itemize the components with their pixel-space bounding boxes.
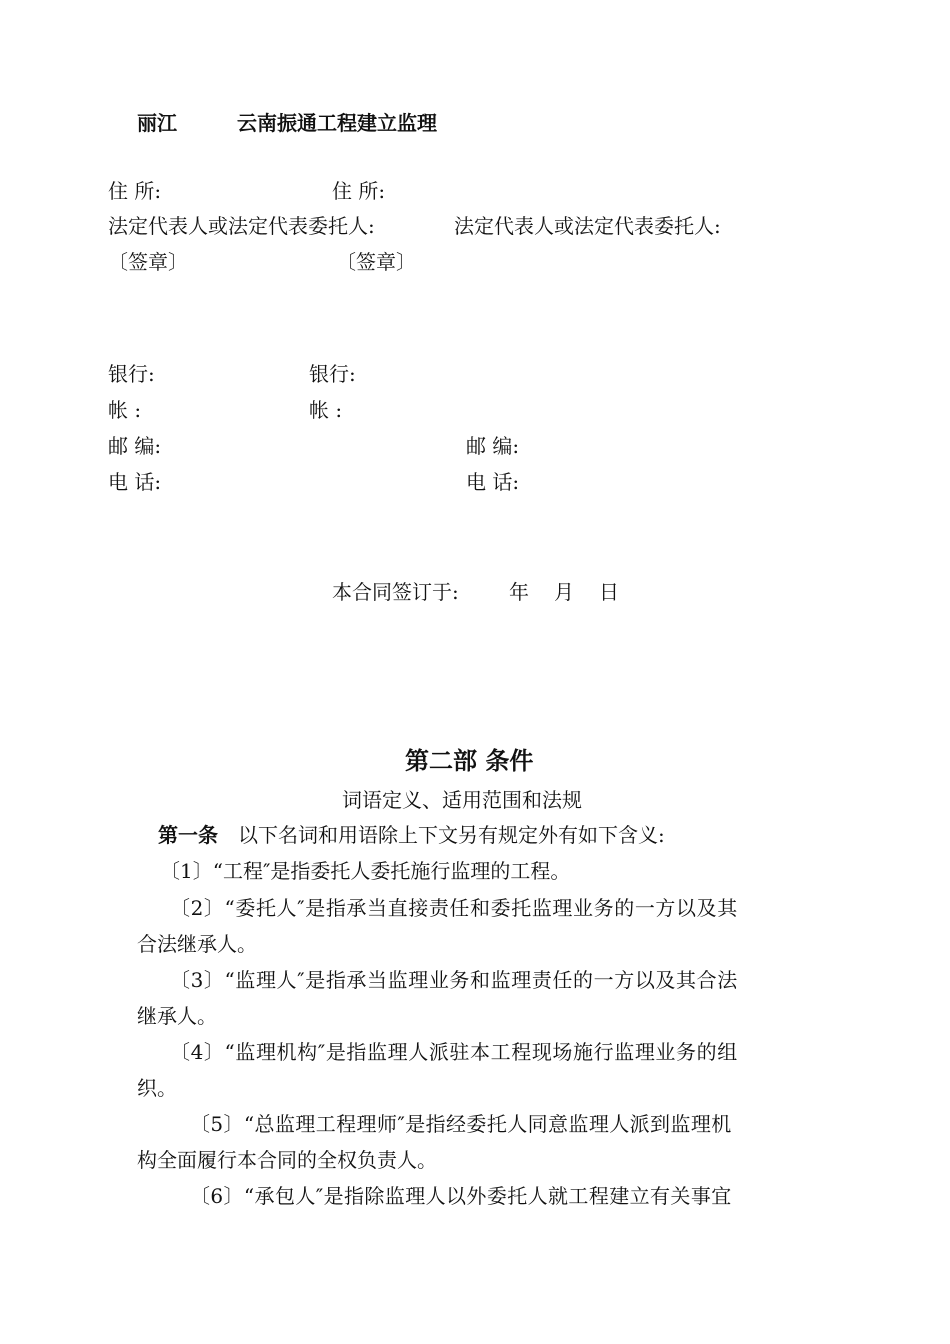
signing-date-month: 月 — [554, 580, 574, 604]
party-b-name: 云南振通工程建立监理 — [237, 111, 437, 135]
signing-date-year: 年 — [509, 580, 529, 604]
rep-left: 法定代表人或法定代表委托人: — [108, 214, 375, 238]
section-subtitle: 词语定义、适用范围和法规 — [342, 788, 582, 812]
party-a-name: 丽江 — [137, 111, 177, 135]
bank-right: 银行: — [309, 362, 356, 386]
article1-text: 以下名词和用语除上下文另有规定外有如下含义: — [238, 823, 665, 847]
address-right: 住 所: — [332, 179, 386, 203]
item-line: 织。 — [137, 1076, 177, 1100]
address-left: 住 所: — [108, 179, 162, 203]
seal-left: 〔签章〕 — [108, 250, 188, 274]
item-line: 合法继承人。 — [137, 932, 257, 956]
account-right: 帐 : — [309, 398, 343, 422]
postcode-right: 邮 编: — [466, 434, 520, 458]
item-line: 〔2〕“委托人″是指承当直接责任和委托监理业务的一方以及其 — [170, 896, 738, 920]
account-left: 帐 : — [108, 398, 142, 422]
postcode-left: 邮 编: — [108, 434, 162, 458]
phone-right: 电 话: — [466, 470, 520, 494]
item-line: 〔5〕“总监理工程理师″是指经委托人同意监理人派到监理机 — [190, 1112, 732, 1136]
section-title: 第二部 条件 — [405, 746, 534, 775]
bank-left: 银行: — [108, 362, 155, 386]
item-line: 继承人。 — [137, 1004, 217, 1028]
phone-left: 电 话: — [108, 470, 162, 494]
seal-right: 〔签章〕 — [336, 250, 416, 274]
article1-label: 第一条 — [158, 823, 218, 847]
item-line: 构全面履行本合同的全权负责人。 — [137, 1148, 437, 1172]
item-line: 〔6〕“承包人″是指除监理人以外委托人就工程建立有关事宜 — [190, 1184, 732, 1208]
rep-right: 法定代表人或法定代表委托人: — [454, 214, 721, 238]
item-line: 〔3〕“监理人″是指承当监理业务和监理责任的一方以及其合法 — [170, 968, 738, 992]
signing-date-label: 本合同签订于: — [332, 580, 459, 604]
item-line: 〔4〕“监理机构″是指监理人派驻本工程现场施行监理业务的组 — [170, 1040, 738, 1064]
item-line: 〔1〕“工程″是指委托人委托施行监理的工程。 — [160, 859, 571, 883]
signing-date-day: 日 — [599, 580, 619, 604]
